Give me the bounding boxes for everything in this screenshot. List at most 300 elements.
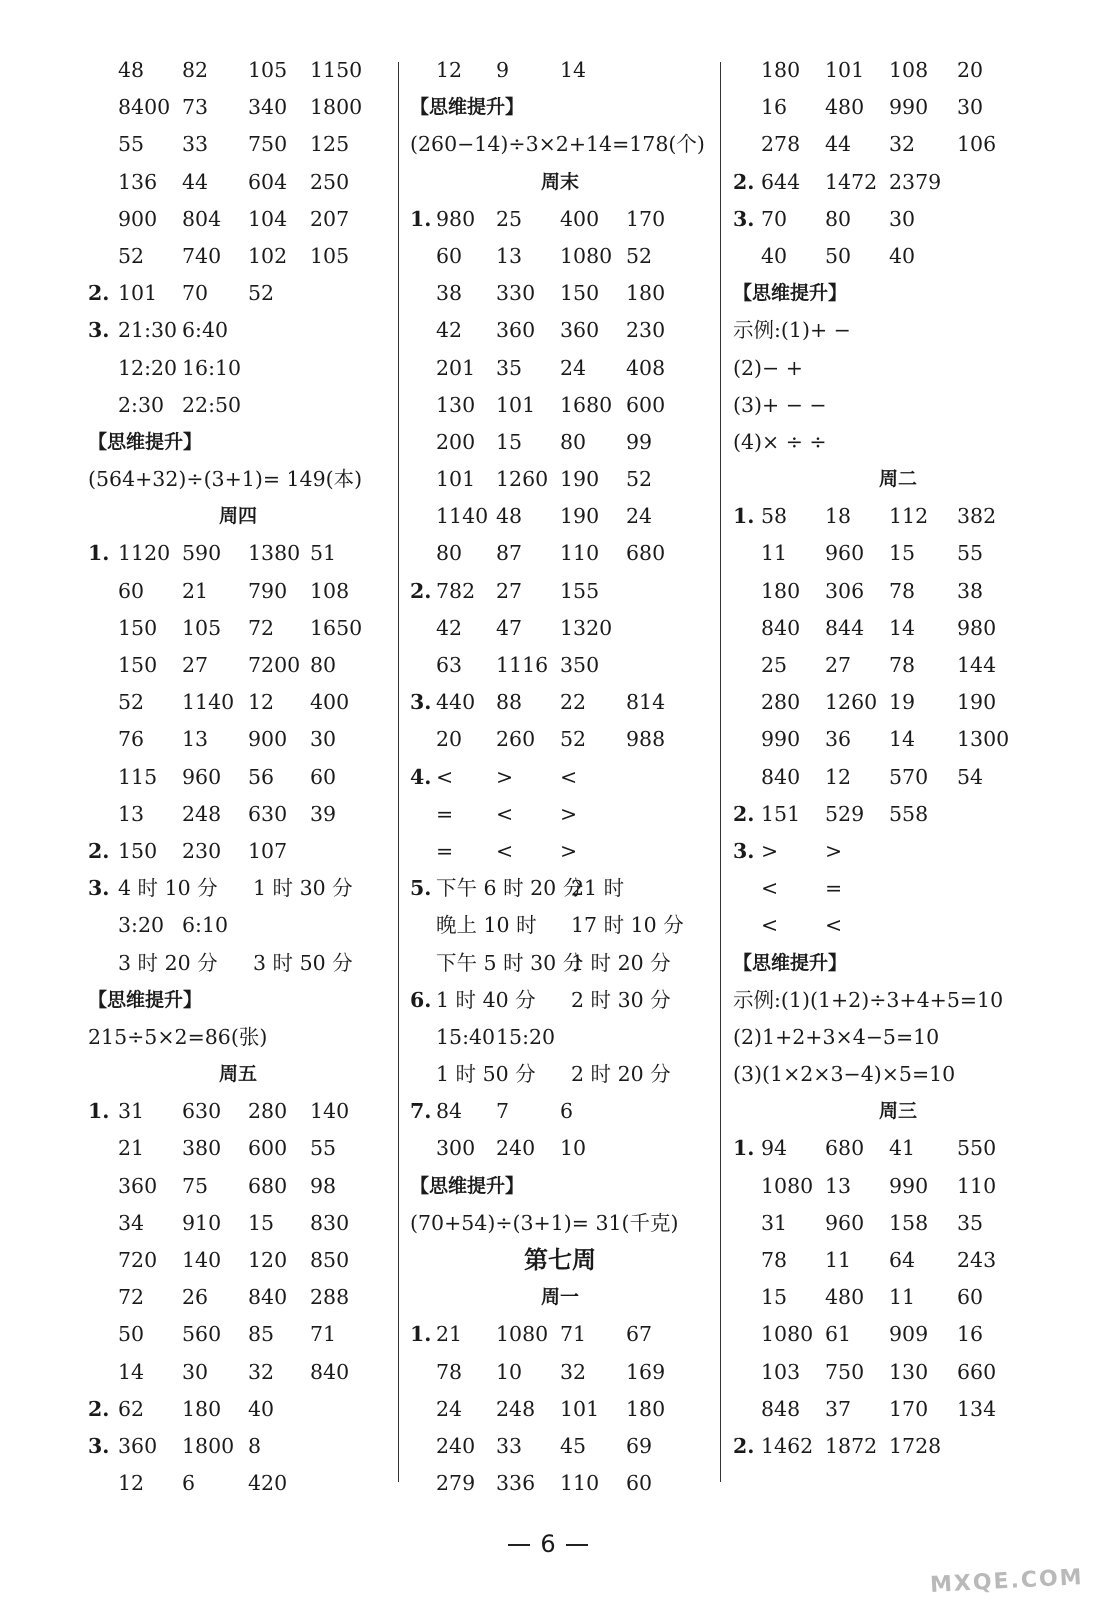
answer-cell: <: [761, 876, 779, 901]
answer-row: [88, 1316, 388, 1353]
answer-cell: 240: [496, 1136, 536, 1161]
answer-row: [410, 52, 710, 89]
answer-row: [410, 1130, 710, 1167]
answer-cell: 42: [436, 318, 463, 343]
answer-row: [88, 1279, 388, 1316]
answer-cell: 2379: [889, 169, 942, 194]
answer-cell: 850: [310, 1248, 350, 1272]
answer-cell: 190: [560, 467, 600, 492]
answer-cell: <: [436, 764, 454, 789]
answer-cell: 31: [761, 1210, 788, 1235]
answer-cell: 24: [436, 1396, 463, 1421]
section-heading: 周三: [878, 1100, 917, 1123]
answer-row: [410, 907, 710, 944]
answer-cell: 1150: [310, 58, 363, 82]
answer-cell: 19: [889, 690, 916, 715]
answer-cell: 960: [825, 1210, 865, 1235]
answer-cell: 840: [761, 764, 801, 789]
answer-cell: 150: [118, 653, 158, 677]
answer-cell: 1 时 40 分: [436, 987, 536, 1012]
question-number: 2.: [733, 801, 755, 826]
answer-cell: 180: [761, 578, 801, 603]
answer-cell: 300: [436, 1136, 476, 1161]
answer-cell: 37: [825, 1396, 852, 1421]
answer-row: [410, 870, 710, 907]
answer-cell: 155: [560, 578, 600, 603]
answer-cell: 180: [626, 1396, 666, 1421]
answer-cell: 960: [825, 541, 865, 566]
question-number: 2.: [733, 1433, 755, 1458]
answer-cell: 36: [825, 727, 852, 752]
answer-cell: 72: [118, 1285, 145, 1310]
answer-cell: 52: [626, 243, 653, 268]
answer-row: [410, 1391, 710, 1428]
answer-cell: 晚上 10 时: [436, 913, 537, 938]
answer-cell: 6: [560, 1099, 574, 1124]
answer-row: [88, 1130, 388, 1167]
answer-cell: 78: [889, 578, 916, 603]
question-number: 3.: [733, 206, 755, 231]
answer-cell: 80: [310, 653, 337, 677]
answer-cell: 30: [182, 1359, 209, 1384]
answer-row: [733, 1242, 1063, 1279]
answer-cell: 243: [957, 1248, 997, 1272]
answer-cell: 840: [310, 1359, 350, 1384]
answer-row: [410, 1354, 710, 1391]
section-heading: 周四: [218, 505, 257, 528]
answer-row: [410, 1465, 710, 1502]
answer-cell: 30: [889, 206, 916, 231]
answer-row: [733, 126, 1063, 163]
answer-cell: 33: [496, 1433, 523, 1458]
answer-cell: 550: [957, 1136, 997, 1161]
answer-cell: 190: [957, 690, 997, 715]
answer-cell: 207: [310, 206, 350, 231]
answer-cell: 61: [825, 1322, 852, 1347]
answer-row: [88, 164, 388, 201]
answer-cell: 38: [436, 281, 463, 306]
answer-cell: 140: [182, 1248, 222, 1272]
answer-row: [410, 312, 710, 349]
question-number: 3.: [88, 876, 110, 901]
answer-cell: 26: [182, 1285, 209, 1310]
answer-cell: 20: [957, 58, 984, 82]
answer-cell: 32: [248, 1359, 275, 1384]
answer-cell: 1380: [248, 541, 301, 566]
answer-text: (260−14)÷3×2+14=178(个): [410, 132, 705, 157]
answer-row: [88, 238, 388, 275]
answer-row: [88, 684, 388, 721]
answer-cell: 250: [310, 169, 350, 194]
answer-cell: 99: [626, 429, 653, 454]
question-number: 6.: [410, 987, 432, 1012]
answer-row: [410, 945, 710, 982]
question-number: 3.: [88, 1433, 110, 1458]
answer-cell: 73: [182, 95, 209, 120]
answer-cell: 200: [436, 429, 476, 454]
answer-cell: 2 时 30 分: [571, 987, 671, 1012]
answer-cell: 1140: [182, 690, 235, 715]
section-heading: 周一: [540, 1286, 579, 1309]
page-number: [0, 1530, 1096, 1558]
answer-cell: 6: [182, 1471, 196, 1496]
answer-row: [733, 1130, 1063, 1167]
answer-cell: 75: [182, 1173, 209, 1198]
answer-cell: 180: [761, 58, 801, 82]
answer-cell: 76: [118, 727, 145, 752]
answer-cell: 11: [889, 1285, 916, 1310]
answer-cell: 21: [118, 1136, 145, 1161]
answer-cell: 10: [560, 1136, 587, 1161]
answer-cell: 1080: [496, 1322, 549, 1347]
answer-cell: 848: [761, 1396, 801, 1421]
answer-row: [733, 52, 1063, 89]
answer-cell: 17 时 10 分: [571, 913, 684, 938]
answer-row: [88, 1428, 388, 1465]
answer-row: [410, 535, 710, 572]
answer-cell: 103: [761, 1359, 801, 1384]
answer-cell: 52: [118, 243, 145, 268]
answer-cell: 158: [889, 1210, 929, 1235]
answer-cell: 45: [560, 1433, 587, 1458]
answer-row: [88, 833, 388, 870]
answer-cell: 112: [889, 504, 929, 529]
answer-cell: 107: [248, 838, 288, 863]
answer-cell: 280: [248, 1099, 288, 1124]
answer-row: [88, 907, 388, 944]
answer-cell: 31: [118, 1099, 145, 1124]
answer-cell: 32: [889, 132, 916, 157]
answer-column-middle: [410, 52, 710, 1502]
answer-cell: 740: [182, 243, 222, 268]
answer-row: [88, 870, 388, 907]
answer-cell: 980: [957, 615, 997, 640]
answer-cell: 279: [436, 1471, 476, 1496]
answer-cell: 30: [310, 727, 337, 752]
answer-cell: 69: [626, 1433, 653, 1458]
answer-cell: 560: [182, 1322, 222, 1347]
answer-cell: 1080: [761, 1322, 814, 1347]
answer-row: [88, 1242, 388, 1279]
answer-cell: 55: [957, 541, 984, 566]
answer-cell: 105: [182, 615, 222, 640]
answer-cell: 248: [182, 801, 222, 826]
answer-row: [410, 461, 710, 498]
answer-cell: 644: [761, 169, 801, 194]
answer-cell: 78: [761, 1248, 788, 1272]
answer-row: [410, 387, 710, 424]
answer-cell: 1080: [761, 1173, 814, 1198]
answer-cell: 782: [436, 578, 476, 603]
answer-text: (3)+ − −: [733, 392, 827, 417]
answer-cell: 830: [310, 1210, 350, 1235]
answer-cell: 1300: [957, 727, 1010, 752]
answer-cell: 680: [626, 541, 666, 566]
answer-cell: 98: [310, 1173, 337, 1198]
answer-cell: 4 时 10 分: [118, 876, 218, 901]
answer-row: [88, 535, 388, 572]
answer-cell: 21: [182, 578, 209, 603]
answer-row: [733, 201, 1063, 238]
answer-row: [410, 350, 710, 387]
answer-cell: 1140: [436, 504, 489, 529]
answer-cell: 13: [182, 727, 209, 752]
answer-cell: 1462: [761, 1433, 814, 1458]
answer-cell: >: [560, 801, 578, 826]
answer-cell: 360: [496, 318, 536, 343]
answer-cell: 12: [436, 58, 463, 82]
answer-row: [88, 312, 388, 349]
answer-cell: 33: [182, 132, 209, 157]
answer-cell: 12: [248, 690, 275, 715]
answer-cell: 804: [182, 206, 222, 231]
answer-row: [410, 498, 710, 535]
answer-row: [410, 1316, 710, 1353]
answer-text: (4)× ÷ ÷: [733, 429, 827, 454]
thinking-section-label: 【思维提升】: [88, 430, 203, 453]
answer-cell: 558: [889, 801, 929, 826]
answer-cell: 63: [436, 653, 463, 677]
answer-cell: 18: [825, 504, 852, 529]
answer-cell: 13: [496, 243, 523, 268]
answer-cell: 82: [182, 58, 209, 82]
answer-cell: 988: [626, 727, 666, 752]
answer-cell: 42: [436, 615, 463, 640]
question-number: 1.: [88, 1099, 110, 1124]
answer-cell: 1800: [182, 1433, 235, 1458]
answer-cell: 990: [761, 727, 801, 752]
answer-cell: 52: [248, 281, 275, 306]
answer-cell: 44: [182, 169, 209, 194]
answer-cell: 40: [248, 1396, 275, 1421]
answer-cell: 8: [248, 1433, 262, 1458]
answer-cell: 480: [825, 1285, 865, 1310]
answer-cell: 1800: [310, 95, 363, 120]
answer-cell: 230: [626, 318, 666, 343]
answer-cell: 64: [889, 1248, 916, 1272]
answer-column-right: [733, 52, 1063, 1465]
answer-cell: 151: [761, 801, 801, 826]
answer-row: [88, 1465, 388, 1502]
answer-row: [733, 164, 1063, 201]
answer-cell: 101: [118, 281, 158, 306]
answer-cell: <: [825, 913, 843, 938]
answer-cell: 180: [626, 281, 666, 306]
answer-cell: 844: [825, 615, 865, 640]
answer-cell: 52: [560, 727, 587, 752]
answer-cell: <: [496, 801, 514, 826]
answer-text: 示例:(1)+ −: [733, 318, 851, 343]
answer-cell: 240: [436, 1433, 476, 1458]
answer-cell: 350: [560, 653, 600, 677]
thinking-section-label: 【思维提升】: [88, 988, 203, 1011]
answer-cell: 56: [248, 764, 275, 789]
answer-row: [733, 89, 1063, 126]
question-number: 3.: [410, 690, 432, 715]
answer-row: [88, 721, 388, 758]
question-number: 3.: [88, 318, 110, 343]
answer-cell: 51: [310, 541, 337, 566]
answer-cell: 980: [436, 206, 476, 231]
answer-cell: 101: [560, 1396, 600, 1421]
answer-row: [410, 238, 710, 275]
answer-cell: 115: [118, 764, 158, 789]
answer-cell: 102: [248, 243, 288, 268]
answer-cell: 400: [310, 690, 350, 715]
answer-cell: 6:10: [182, 913, 229, 938]
answer-row: [88, 1093, 388, 1130]
answer-cell: 278: [761, 132, 801, 157]
answer-cell: 15: [496, 429, 523, 454]
answer-cell: 720: [118, 1248, 158, 1272]
answer-cell: 1680: [560, 392, 613, 417]
answer-row: [88, 796, 388, 833]
answer-cell: 30: [957, 95, 984, 120]
answer-cell: 2:30: [118, 392, 165, 417]
answer-cell: 22: [560, 690, 587, 715]
answer-cell: 420: [248, 1471, 288, 1496]
answer-row: [733, 1316, 1063, 1353]
answer-cell: 480: [825, 95, 865, 120]
answer-cell: 52: [626, 467, 653, 492]
answer-cell: 35: [496, 355, 523, 380]
question-number: 2.: [733, 169, 755, 194]
answer-row: [410, 1056, 710, 1093]
answer-cell: 12: [825, 764, 852, 789]
answer-cell: 16:10: [182, 355, 242, 380]
answer-cell: 1650: [310, 615, 363, 640]
answer-cell: 750: [248, 132, 288, 157]
answer-cell: 125: [310, 132, 350, 157]
answer-cell: 790: [248, 578, 288, 603]
answer-cell: 248: [496, 1396, 536, 1421]
answer-cell: 39: [310, 801, 337, 826]
section-heading: 第七周: [524, 1246, 596, 1274]
answer-text: (3)(1×2×3−4)×5=10: [733, 1062, 956, 1087]
answer-cell: 3:20: [118, 913, 165, 938]
answer-cell: 1472: [825, 169, 878, 194]
answer-cell: 40: [889, 243, 916, 268]
answer-row: [88, 1168, 388, 1205]
answer-cell: 10: [496, 1359, 523, 1384]
answer-cell: 1260: [496, 467, 549, 492]
answer-cell: 910: [182, 1210, 222, 1235]
answer-cell: 72: [248, 615, 275, 640]
question-number: 1.: [733, 504, 755, 529]
answer-cell: 140: [310, 1099, 350, 1124]
answer-row: [410, 833, 710, 870]
watermark: MXQE.COM: [929, 1564, 1085, 1599]
answer-cell: 88: [496, 690, 523, 715]
answer-cell: 170: [889, 1396, 929, 1421]
answer-cell: 360: [118, 1173, 158, 1198]
answer-cell: 25: [761, 653, 788, 677]
answer-cell: 101: [436, 467, 476, 492]
answer-cell: >: [496, 764, 514, 789]
answer-cell: 1 时 50 分: [436, 1062, 536, 1087]
answer-cell: 48: [118, 58, 145, 82]
answer-cell: 9: [496, 58, 510, 82]
answer-row: [88, 275, 388, 312]
answer-row: [733, 1428, 1063, 1465]
answer-cell: 630: [182, 1099, 222, 1124]
column-divider: [398, 62, 399, 1482]
answer-cell: 15: [248, 1210, 275, 1235]
answer-cell: 150: [118, 615, 158, 640]
answer-row: [410, 721, 710, 758]
answer-cell: 94: [761, 1136, 788, 1161]
answer-cell: 990: [889, 1173, 929, 1198]
answer-cell: 78: [436, 1359, 463, 1384]
answer-cell: 11: [761, 541, 788, 566]
answer-cell: 14: [118, 1359, 145, 1384]
answer-cell: 12: [118, 1471, 145, 1496]
answer-cell: 87: [496, 541, 523, 566]
answer-cell: 27: [182, 653, 209, 677]
answer-row: [733, 1354, 1063, 1391]
answer-cell: 814: [626, 690, 666, 715]
answer-cell: 20: [436, 727, 463, 752]
section-heading: 周末: [540, 170, 579, 193]
answer-row: [410, 573, 710, 610]
answer-cell: 680: [248, 1173, 288, 1198]
answer-row: [88, 387, 388, 424]
answer-cell: 604: [248, 169, 288, 194]
answer-cell: 1260: [825, 690, 878, 715]
answer-cell: 7: [496, 1099, 510, 1124]
thinking-section-label: 【思维提升】: [410, 96, 525, 119]
question-number: 2.: [88, 1396, 110, 1421]
answer-cell: 360: [560, 318, 600, 343]
answer-cell: 13: [825, 1173, 852, 1198]
answer-cell: >: [560, 838, 578, 863]
answer-cell: 55: [118, 132, 145, 157]
answer-cell: 60: [310, 764, 337, 789]
question-number: 7.: [410, 1099, 432, 1124]
answer-cell: <: [560, 764, 578, 789]
answer-cell: 380: [182, 1136, 222, 1161]
answer-row: [410, 647, 710, 684]
answer-cell: 60: [436, 243, 463, 268]
answer-row: [733, 1168, 1063, 1205]
answer-text: (2)1+2+3×4−5=10: [733, 1024, 940, 1049]
answer-cell: 70: [182, 281, 209, 306]
answer-row: [88, 89, 388, 126]
page-number-text: 6: [540, 1530, 556, 1558]
answer-cell: 38: [957, 578, 984, 603]
answer-cell: 32: [560, 1359, 587, 1384]
answer-row: [410, 796, 710, 833]
answer-cell: 105: [248, 58, 288, 82]
answer-cell: 190: [560, 504, 600, 529]
answer-cell: 110: [560, 541, 600, 566]
answer-text: (2)− +: [733, 355, 803, 380]
answer-cell: 62: [118, 1396, 145, 1421]
answer-cell: 101: [825, 58, 865, 82]
answer-cell: 3 时 50 分: [253, 950, 353, 975]
answer-row: [88, 647, 388, 684]
answer-cell: 280: [761, 690, 801, 715]
answer-cell: 840: [248, 1285, 288, 1310]
answer-cell: =: [436, 801, 454, 826]
answer-cell: 909: [889, 1322, 929, 1347]
question-number: 1.: [410, 1322, 432, 1347]
answer-cell: 440: [436, 690, 476, 715]
answer-cell: 105: [310, 243, 350, 268]
answer-cell: 50: [118, 1322, 145, 1347]
answer-cell: 840: [761, 615, 801, 640]
answer-row: [410, 1428, 710, 1465]
